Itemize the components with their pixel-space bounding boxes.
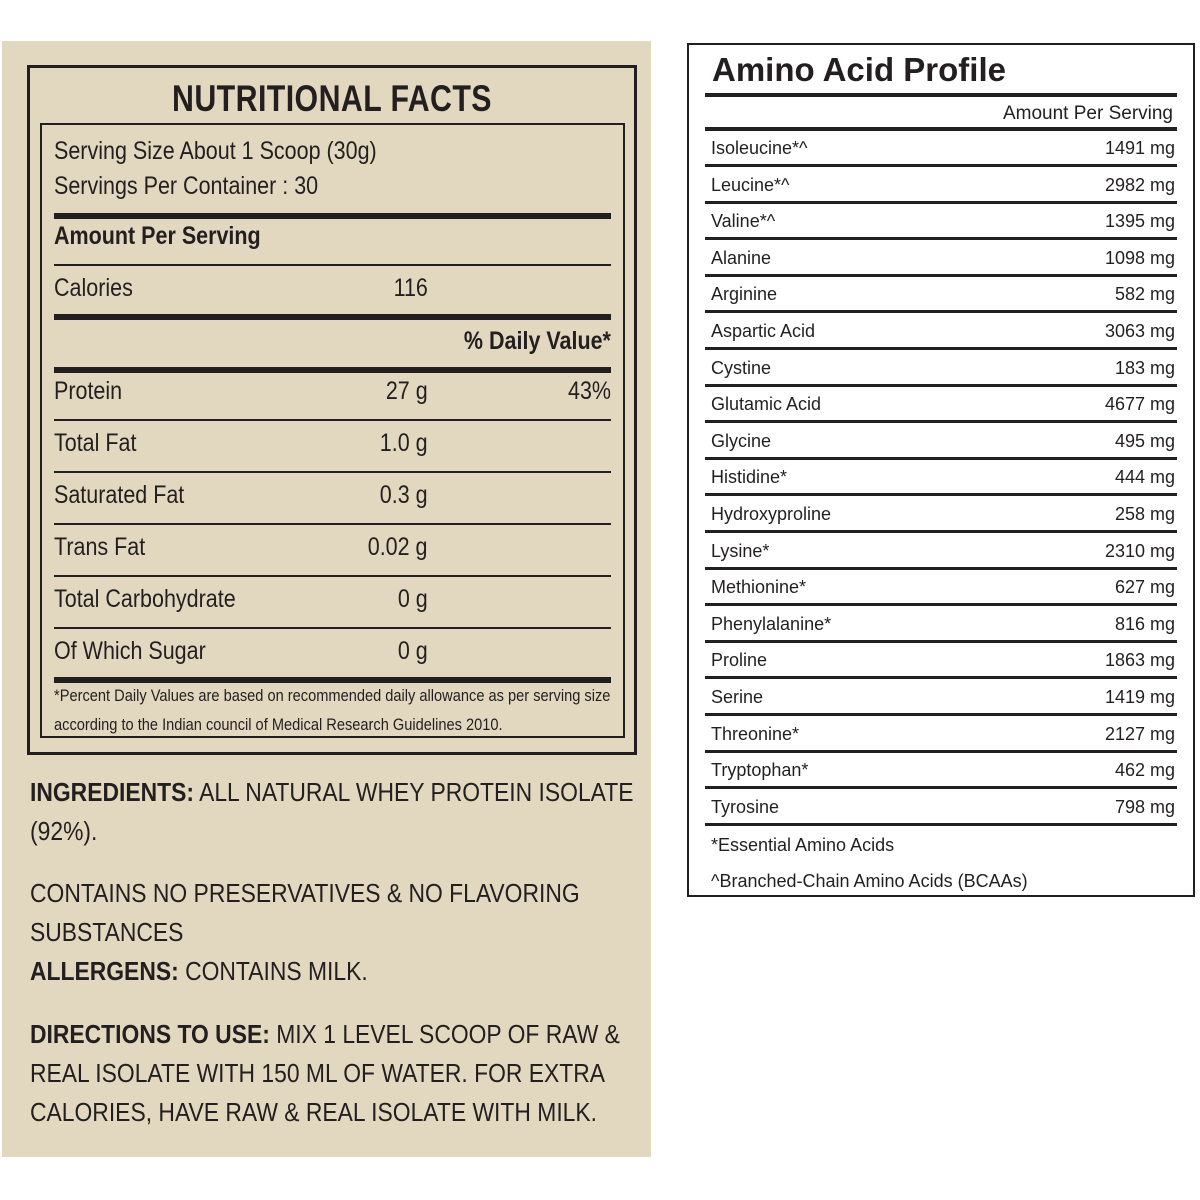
row-divider (705, 420, 1177, 423)
row-divider (705, 164, 1177, 167)
amino-name: Isoleucine*^ (711, 138, 808, 158)
ingredients-text: ALL NATURAL WHEY PROTEIN ISOLATE (193, 777, 634, 807)
nutrient-amount: 27 g (386, 377, 428, 405)
amino-row (705, 497, 1177, 533)
divider (54, 523, 611, 525)
divider (54, 471, 611, 473)
divider (54, 677, 611, 683)
nutrient-label: Total Carbohydrate (54, 585, 236, 613)
amino-row (705, 753, 1177, 789)
daily-value-header: % Daily Value* (463, 327, 611, 355)
amino-amount: 2310 mg (1104, 540, 1175, 561)
amino-amount: 444 mg (1114, 467, 1175, 488)
divider (54, 213, 611, 219)
amino-amount: 258 mg (1114, 504, 1175, 524)
directions-label: DIRECTIONS TO USE: (30, 1019, 270, 1049)
nutrient-amount: 0 g (398, 585, 428, 613)
ingredients-text-2: (92%). (30, 816, 98, 846)
amino-acid-title: Amino Acid Profile (712, 51, 1006, 88)
amino-row (705, 424, 1177, 460)
amino-amount: 1395 mg (1104, 211, 1175, 232)
amino-amount: 4677 mg (1104, 394, 1175, 415)
amino-name: Glycine (711, 430, 772, 451)
nutrient-daily-value: 43% (567, 377, 611, 405)
row-divider (705, 786, 1177, 789)
footnote-line-1: *Percent Daily Values are based on recommended daily allowance as per serving size (54, 686, 611, 705)
nutrient-amount: 0 g (398, 637, 428, 665)
divider (54, 575, 611, 577)
note-bcaa: ^Branched-Chain Amino Acids (BCAAs) (711, 871, 1028, 891)
row-divider (705, 384, 1177, 387)
row-divider (705, 750, 1177, 753)
servings-per-container: Servings Per Container : 30 (54, 172, 319, 200)
amino-name: Tyrosine (711, 796, 780, 817)
amino-row (705, 204, 1177, 240)
amino-name: Aspartic Acid (711, 321, 816, 341)
amino-row (705, 351, 1177, 387)
amino-row (705, 168, 1177, 204)
row-divider (705, 676, 1177, 679)
contains-block (30, 874, 580, 991)
amino-row (705, 460, 1177, 496)
footnote-line-2: according to the Indian council of Medical Research Guidelines 2010. (54, 715, 503, 734)
nutrient-amount: 0.02 g (368, 533, 428, 561)
calories-label: Calories (54, 274, 133, 302)
amino-name: Serine (711, 687, 764, 707)
nutrition-facts-title: NUTRITIONAL FACTS (172, 78, 492, 119)
row-divider (705, 201, 1177, 204)
directions-block (30, 1015, 620, 1132)
row-divider (705, 713, 1177, 716)
ingredients-block (30, 773, 633, 851)
amino-name: Lysine* (711, 540, 770, 561)
row-divider (705, 310, 1177, 313)
allergens-text: CONTAINS MILK. (178, 956, 368, 986)
amino-amount: 462 mg (1114, 760, 1175, 781)
contains-text-1: CONTAINS NO PRESERVATIVES & NO FLAVORING (30, 878, 580, 908)
amino-amount: 798 mg (1114, 796, 1175, 817)
nutrient-amount: 0.3 g (380, 481, 428, 509)
amino-name: Methionine* (711, 577, 807, 598)
amino-name: Histidine* (711, 467, 788, 488)
amino-name: Hydroxyproline (711, 504, 832, 524)
amino-row (705, 717, 1177, 753)
amino-name: Tryptophan* (711, 760, 809, 781)
nutrient-amount: 1.0 g (380, 429, 428, 457)
amino-row (705, 570, 1177, 606)
amino-row (705, 643, 1177, 679)
amino-amount: 2982 mg (1104, 174, 1175, 195)
row-divider (705, 274, 1177, 277)
directions-text-3: CALORIES, HAVE RAW & REAL ISOLATE WITH MILK. (30, 1097, 598, 1127)
amino-name: Phenylalanine* (711, 613, 832, 634)
row-divider (705, 237, 1177, 240)
amino-name: Alanine (711, 247, 772, 268)
row-divider (705, 603, 1177, 606)
nutrient-label: Protein (54, 377, 123, 405)
amino-acid-panel (687, 43, 1195, 897)
amino-row (705, 607, 1177, 643)
amino-amount: 1419 mg (1104, 687, 1175, 707)
amino-name: Arginine (711, 284, 778, 305)
note-essential: *Essential Amino Acids (711, 835, 895, 855)
contains-text-2: SUBSTANCES (30, 917, 184, 947)
nutrient-label: Of Which Sugar (54, 637, 206, 665)
amino-name: Cystine (711, 357, 772, 378)
nutrition-facts-box (27, 65, 637, 755)
row-divider (705, 493, 1177, 496)
amino-subheader: Amount Per Serving (1002, 103, 1173, 124)
amino-row (705, 534, 1177, 570)
amino-amount: 816 mg (1114, 613, 1175, 634)
amino-amount: 495 mg (1114, 430, 1175, 451)
amino-amount: 627 mg (1114, 577, 1175, 598)
row-divider (705, 640, 1177, 643)
amino-amount: 2127 mg (1104, 723, 1175, 744)
amino-amount: 1098 mg (1104, 247, 1175, 268)
amino-row (705, 387, 1177, 423)
nutrient-label: Saturated Fat (54, 481, 185, 509)
amino-row (705, 790, 1177, 826)
divider (54, 419, 611, 421)
amino-amount: 3063 mg (1104, 321, 1175, 341)
directions-text-2: REAL ISOLATE WITH 150 ML OF WATER. FOR EXTRA (30, 1058, 606, 1088)
amino-row (705, 131, 1177, 167)
amino-name: Valine*^ (711, 211, 776, 232)
calories-value: 116 (393, 274, 428, 302)
ingredients-label: INGREDIENTS: (30, 777, 194, 807)
amino-name: Threonine* (711, 723, 800, 744)
amino-row (705, 277, 1177, 313)
amount-per-serving: Amount Per Serving (54, 222, 261, 250)
row-divider (705, 457, 1177, 460)
nutrient-label: Total Fat (54, 429, 137, 457)
amino-row (705, 680, 1177, 716)
divider (54, 627, 611, 629)
row-divider (705, 567, 1177, 570)
divider (54, 264, 611, 266)
amino-name: Leucine*^ (711, 174, 790, 195)
nutrition-panel (2, 41, 651, 1157)
amino-amount: 183 mg (1114, 357, 1175, 378)
row-divider (705, 823, 1177, 826)
divider (54, 314, 611, 320)
serving-size: Serving Size About 1 Scoop (30g) (54, 137, 377, 165)
row-divider (705, 530, 1177, 533)
amino-row (705, 314, 1177, 350)
directions-text-1: MIX 1 LEVEL SCOOP OF RAW & (269, 1019, 620, 1049)
amino-amount: 582 mg (1114, 284, 1175, 305)
allergens-label: ALLERGENS: (30, 956, 179, 986)
amino-row (705, 241, 1177, 277)
nutrition-facts-inner (40, 123, 625, 738)
divider (54, 367, 611, 373)
title-rule (705, 93, 1177, 97)
amino-amount: 1491 mg (1104, 138, 1175, 158)
amino-name: Glutamic Acid (711, 394, 822, 415)
amino-amount: 1863 mg (1104, 650, 1175, 671)
nutrient-label: Trans Fat (54, 533, 146, 561)
amino-name: Proline (711, 650, 768, 671)
row-divider (705, 347, 1177, 350)
